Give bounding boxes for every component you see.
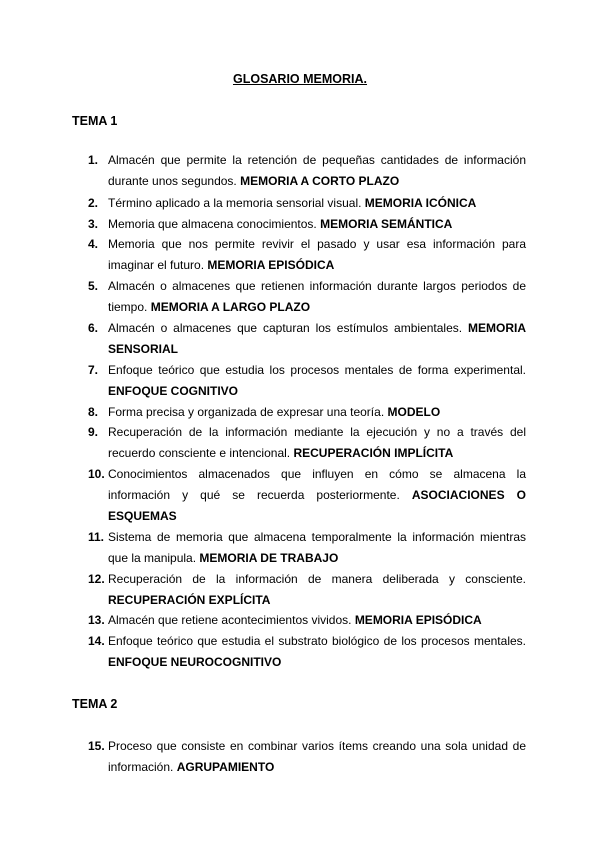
item-definition: Recuperación de la información mediante la ejecución y no a través del recuerdo consciente e intencional. <box>108 425 526 460</box>
item-term: ASOCIACIONES O ESQUEMAS <box>108 488 526 523</box>
item-term: RECUPERACIÓN IMPLÍCITA <box>293 446 454 460</box>
list-item <box>88 610 526 631</box>
item-definition: Almacén que retiene acontecimientos vividos. <box>108 613 352 627</box>
item-term: AGRUPAMIENTO <box>176 760 275 774</box>
item-definition: Conocimientos almacenados que influyen en cómo se almacena la información y qué se recuerda posteriormente. <box>108 467 526 502</box>
item-term: MEMORIA SEMÁNTICA <box>320 217 453 231</box>
list-item <box>88 150 526 192</box>
item-definition: Enfoque teórico que estudia los procesos mentales de forma experimental. <box>108 363 526 377</box>
item-number: 1. <box>88 153 99 167</box>
item-definition: Recuperación de la información de manera deliberada y consciente. <box>108 572 526 586</box>
item-term: MEMORIA SENSORIAL <box>108 321 526 356</box>
item-number: 4. <box>88 237 99 251</box>
item-definition: Almacén o almacenes que retienen información durante largos periodos de tiempo. <box>108 279 526 314</box>
item-term: MODELO <box>387 405 441 419</box>
item-term: MEMORIA DE TRABAJO <box>199 551 339 565</box>
list-item <box>88 360 526 402</box>
list-item <box>88 214 526 235</box>
item-term: MEMORIA ICÓNICA <box>364 196 477 210</box>
item-number: 15. <box>88 739 105 753</box>
item-number: 13. <box>88 613 105 627</box>
item-definition: Forma precisa y organizada de expresar una teoría. <box>108 405 385 419</box>
item-number: 7. <box>88 363 99 377</box>
item-number: 12. <box>88 572 105 586</box>
item-number: 5. <box>88 279 99 293</box>
item-definition: Proceso que consiste en combinar varios ítems creando una sola unidad de información. <box>108 739 526 774</box>
section-heading-tema-2: TEMA 2 <box>72 697 118 711</box>
item-number: 3. <box>88 217 99 231</box>
item-number: 6. <box>88 321 99 335</box>
item-term: MEMORIA EPISÓDICA <box>207 258 335 272</box>
list-item <box>88 631 526 673</box>
list-item <box>88 736 526 778</box>
item-number: 8. <box>88 405 99 419</box>
section-heading-tema-1: TEMA 1 <box>72 114 118 128</box>
list-item <box>88 527 526 569</box>
item-definition: Almacén o almacenes que capturan los estímulos ambientales. <box>108 321 463 335</box>
list-item <box>88 569 526 611</box>
item-term: MEMORIA A CORTO PLAZO <box>240 174 400 188</box>
item-term: RECUPERACIÓN EXPLÍCITA <box>108 593 271 607</box>
list-item <box>88 402 526 423</box>
item-number: 11. <box>88 530 105 544</box>
list-item <box>88 276 526 318</box>
item-term: MEMORIA A LARGO PLAZO <box>150 300 311 314</box>
item-number: 2. <box>88 196 99 210</box>
item-definition: Sistema de memoria que almacena temporalmente la información mientras que la manipula. <box>108 530 526 565</box>
item-number: 9. <box>88 425 99 439</box>
item-number: 10. <box>88 467 105 481</box>
list-item <box>88 318 526 360</box>
list-item <box>88 193 526 214</box>
list-item <box>88 464 526 527</box>
item-definition: Enfoque teórico que estudia el substrato biológico de los procesos mentales. <box>108 634 526 648</box>
page-title: GLOSARIO MEMORIA. <box>232 72 368 86</box>
item-definition: Almacén que permite la retención de pequeñas cantidades de información durante unos segundos. <box>108 153 526 188</box>
list-item <box>88 234 526 276</box>
item-definition: Memoria que nos permite revivir el pasado y usar esa información para imaginar el futuro. <box>108 237 526 272</box>
item-definition: Término aplicado a la memoria sensorial visual. <box>108 196 362 210</box>
item-number: 14. <box>88 634 105 648</box>
item-term: MEMORIA EPISÓDICA <box>354 613 482 627</box>
list-item <box>88 422 526 464</box>
item-term: ENFOQUE NEUROCOGNITIVO <box>108 655 282 669</box>
item-term: ENFOQUE COGNITIVO <box>108 384 239 398</box>
item-definition: Memoria que almacena conocimientos. <box>108 217 317 231</box>
